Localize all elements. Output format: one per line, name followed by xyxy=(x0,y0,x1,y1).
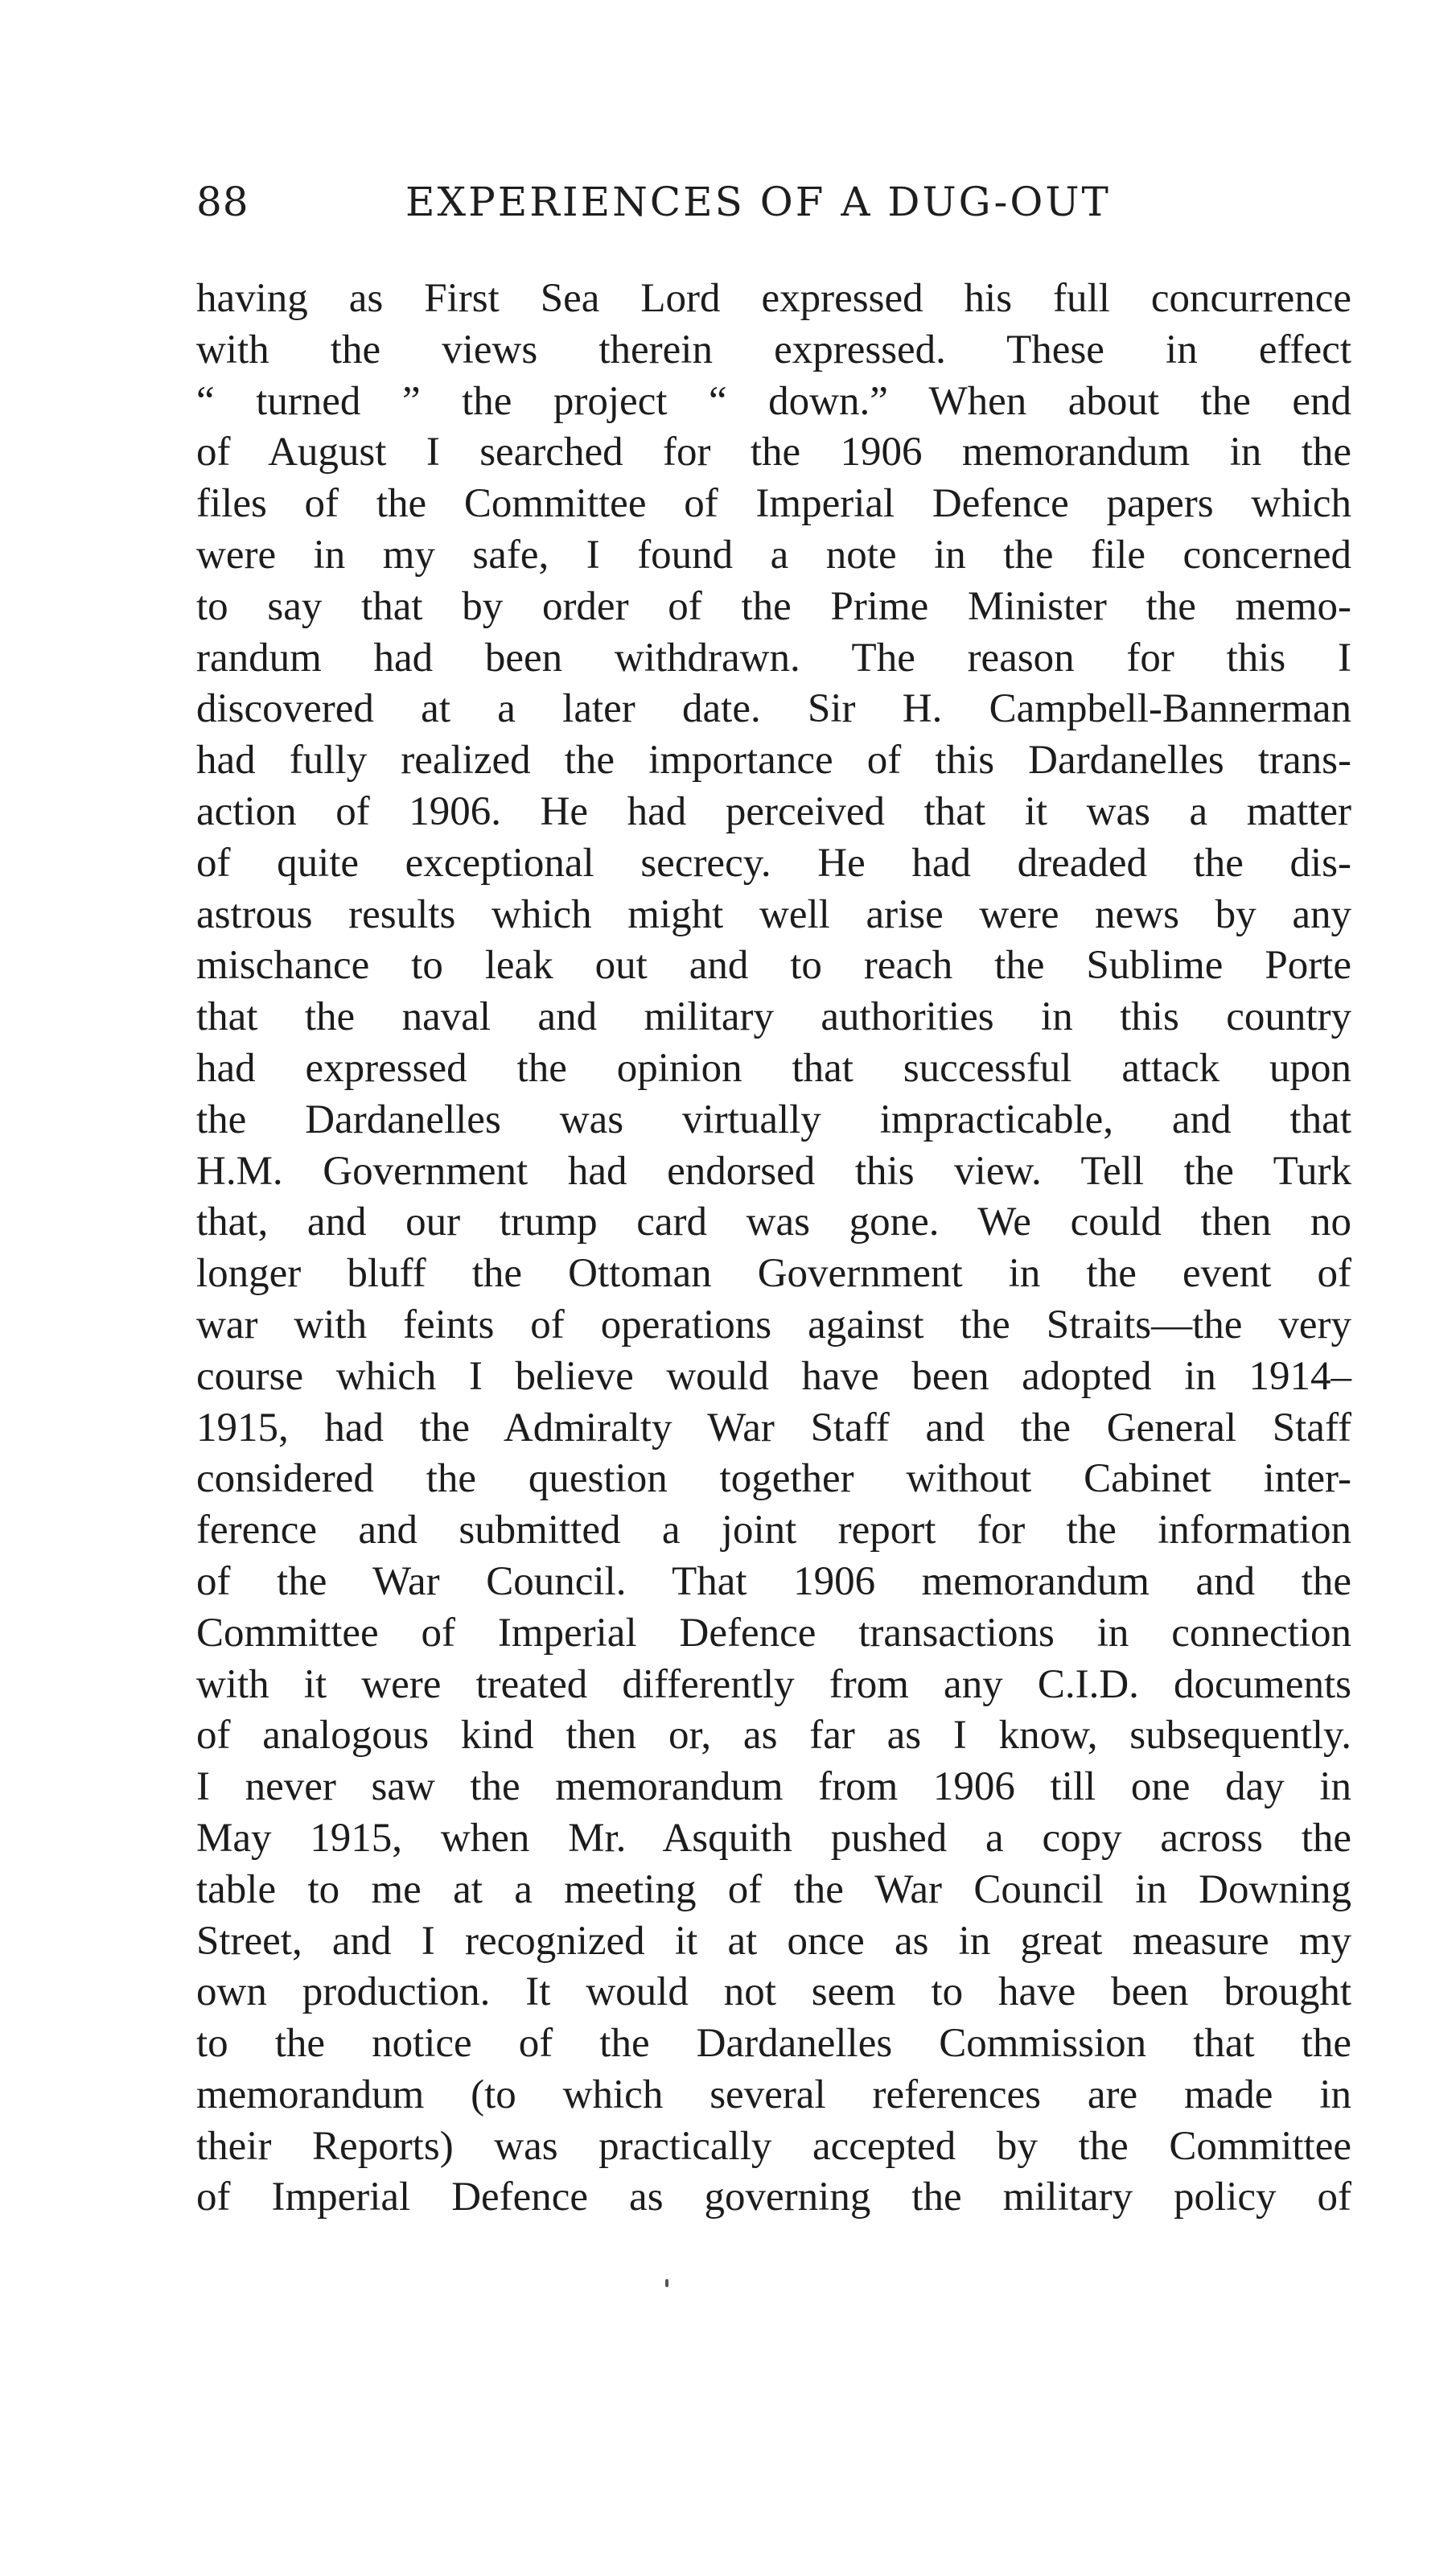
text-line: H.M. Government had endorsed this view. Tell the Turk xyxy=(196,1148,1351,1194)
text-line: having as First Sea Lord expressed his full concurrence xyxy=(196,276,1351,321)
text-line: their Reports) was practically accepted by the Committee xyxy=(196,2123,1351,2169)
text-line: of quite exceptional secrecy. He had dreaded the dis- xyxy=(196,840,1351,886)
text-line: longer bluff the Ottoman Government in the event of xyxy=(196,1251,1351,1297)
running-title: EXPERIENCES OF A DUG-OUT xyxy=(405,179,1111,225)
text-line: I never saw the memorandum from 1906 till one day in xyxy=(196,1764,1351,1810)
text-line: action of 1906. He had perceived that it was a matter xyxy=(196,788,1351,834)
text-line: ference and submitted a joint report for the information xyxy=(196,1508,1351,1553)
text-line: mischance to leak out and to reach the Sublime Porte xyxy=(196,943,1351,989)
text-line: course which I believe would have been adopted in 1914– xyxy=(196,1353,1351,1399)
text-line: with the views therein expressed. These in effect xyxy=(196,327,1351,372)
text-line: astrous results which might well arise were news by any xyxy=(196,891,1351,937)
body-text xyxy=(196,274,1351,2224)
text-line: had expressed the opinion that successful attack upon xyxy=(196,1045,1351,1091)
text-line: with it were treated differently from any C.I.D. documents xyxy=(196,1661,1351,1707)
text-line: that, and our trump card was gone. We could then no xyxy=(196,1199,1351,1245)
text-line: war with feints of operations against the Straits—the very xyxy=(196,1302,1351,1348)
text-line: of the War Council. That 1906 memorandum and the xyxy=(196,1558,1351,1604)
text-line: “ turned ” the project “ down.” When about the end xyxy=(196,378,1351,424)
text-line: memorandum (to which several references are made in xyxy=(196,2072,1351,2117)
text-line: were in my safe, I found a note in the file concerned xyxy=(196,532,1351,578)
text-line: Street, and I recognized it at once as in great measure my xyxy=(196,1918,1351,1964)
text-line: own production. It would not seem to have been brought xyxy=(196,1969,1351,2015)
text-line: considered the question together without Cabinet inter- xyxy=(196,1456,1351,1502)
page-number: 88 xyxy=(196,179,249,225)
text-line: files of the Committee of Imperial Defence papers which xyxy=(196,481,1351,527)
text-line: table to me at a meeting of the War Council in Downing xyxy=(196,1866,1351,1912)
text-line: of Imperial Defence as governing the military policy of xyxy=(196,2175,1351,2220)
text-line: randum had been withdrawn. The reason for this I xyxy=(196,635,1351,681)
text-line: the Dardanelles was virtually impracticable, and that xyxy=(196,1097,1351,1142)
text-line: May 1915, when Mr. Asquith pushed a copy across the xyxy=(196,1815,1351,1861)
print-speck xyxy=(665,2279,668,2287)
text-line: that the naval and military authorities in this country xyxy=(196,994,1351,1040)
running-head xyxy=(196,179,1347,243)
text-line: 1915, had the Admiralty War Staff and the General Staff xyxy=(196,1405,1351,1450)
text-line: to the notice of the Dardanelles Commission that the xyxy=(196,2021,1351,2067)
text-line: to say that by order of the Prime Minister the memo- xyxy=(196,583,1351,629)
text-line: had fully realized the importance of this Dardanelles trans- xyxy=(196,738,1351,784)
text-line: Committee of Imperial Defence transactions in connection xyxy=(196,1610,1351,1656)
text-line: discovered at a later date. Sir H. Campbell-Bannerman xyxy=(196,686,1351,732)
text-line: of analogous kind then or, as far as I know, subsequently. xyxy=(196,1713,1351,1759)
text-line: of August I searched for the 1906 memorandum in the xyxy=(196,430,1351,475)
